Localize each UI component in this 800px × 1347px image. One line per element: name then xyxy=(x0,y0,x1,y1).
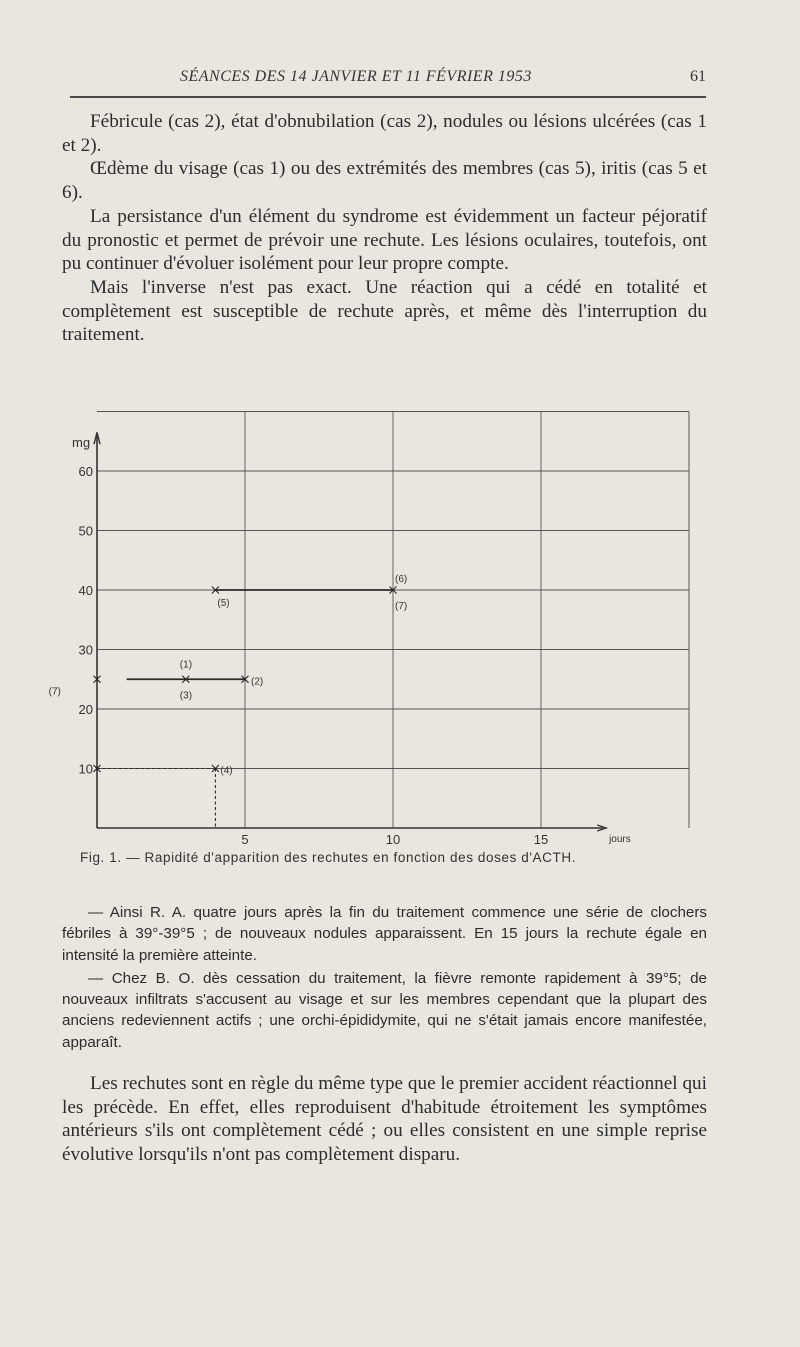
paragraph-1: Fébricule (cas 2), état d'obnubilation (cas 2), nodules ou lésions ulcérées (cas 1 et 2). xyxy=(62,111,707,156)
y-tick-label: 50 xyxy=(78,523,93,539)
paragraph-4: Mais l'inverse n'est pas exact. Une réaction qui a cédé en totalité et complètement est susceptible de rechute après, et même dès l'interruption du traitement. xyxy=(62,276,707,346)
header-rule xyxy=(70,96,706,98)
closing-paragraph: Les rechutes sont en règle du même type que le premier accident réactionnel qui les précède. En effet, elles reproduisent d'habitude étroitement les symptômes antérieurs s'ils ont complètement cédé ; ou elles consistent en une simple reprise évolutive lorsqu'ils n'ont pas complètement disparu. xyxy=(62,1073,707,1166)
running-head xyxy=(70,66,706,92)
y-tick-label: 20 xyxy=(78,702,93,717)
y-tick-label: 40 xyxy=(78,583,93,598)
closing-text xyxy=(62,1072,707,1167)
page-number: 61 xyxy=(690,68,706,85)
small-paragraph-2: — Chez B. O. dès cessation du traitement, la fièvre remonte rapidement à 39°5; de nouveaux infiltrats s'accusent au visage et sur les membres cependant que la plupart des anciens redeviennent actifs ; une orchi-épididymite, qui ne s'était jamais encore manifestée, apparaît. xyxy=(62,969,707,1051)
small-paragraph-1: — Ainsi R. A. quatre jours après la fin du traitement commence une série de clochers fébriles à 39°-39°5 ; de nouveaux nodules apparaissent. En 15 jours la rechute égale en intensité la première atteinte. xyxy=(62,904,707,964)
running-title: SÉANCES DES 14 JANVIER ET 11 FÉVRIER 1953 xyxy=(180,68,532,85)
x-axis-label: jours xyxy=(609,834,631,845)
point-label: (5) xyxy=(217,598,230,609)
point-label: (7) xyxy=(48,686,61,698)
body-text xyxy=(62,110,707,347)
point-label: (7) xyxy=(395,601,408,612)
x-tick-label: 15 xyxy=(533,832,549,847)
chart xyxy=(48,398,710,847)
point-label: (6) xyxy=(395,574,408,585)
point-label: (2) xyxy=(251,676,264,688)
y-tick-label: 30 xyxy=(78,642,93,658)
figure-caption: Fig. 1. — Rapidité d'apparition des rechutes en fonction des doses d'ACTH. xyxy=(80,850,577,865)
y-axis-label: mg xyxy=(72,435,91,451)
paragraph-2: Œdème du visage (cas 1) ou des extrémités des membres (cas 5), iritis (cas 5 et 6). xyxy=(62,158,707,204)
y-tick-label: 10 xyxy=(78,761,93,777)
chart-labels xyxy=(49,435,631,847)
paragraph-3: La persistance d'un élément du syndrome est évidemment un facteur péjoratif du pronostic et permet de prévoir une rechute. Les lésions oculaires, toutefois, ont pu continuer d'évoluer isolément pour leur propre compte. xyxy=(62,205,707,275)
point-label: (1) xyxy=(179,659,193,671)
x-tick-label: 5 xyxy=(241,832,249,847)
x-tick-label: 10 xyxy=(385,832,401,847)
figure xyxy=(48,398,710,847)
chart-axes xyxy=(94,432,606,831)
point-label: (4) xyxy=(220,765,233,777)
y-tick-label: 60 xyxy=(78,464,93,479)
chart-grid xyxy=(97,412,689,829)
point-label: (3) xyxy=(179,690,193,702)
small-text xyxy=(62,902,707,1055)
